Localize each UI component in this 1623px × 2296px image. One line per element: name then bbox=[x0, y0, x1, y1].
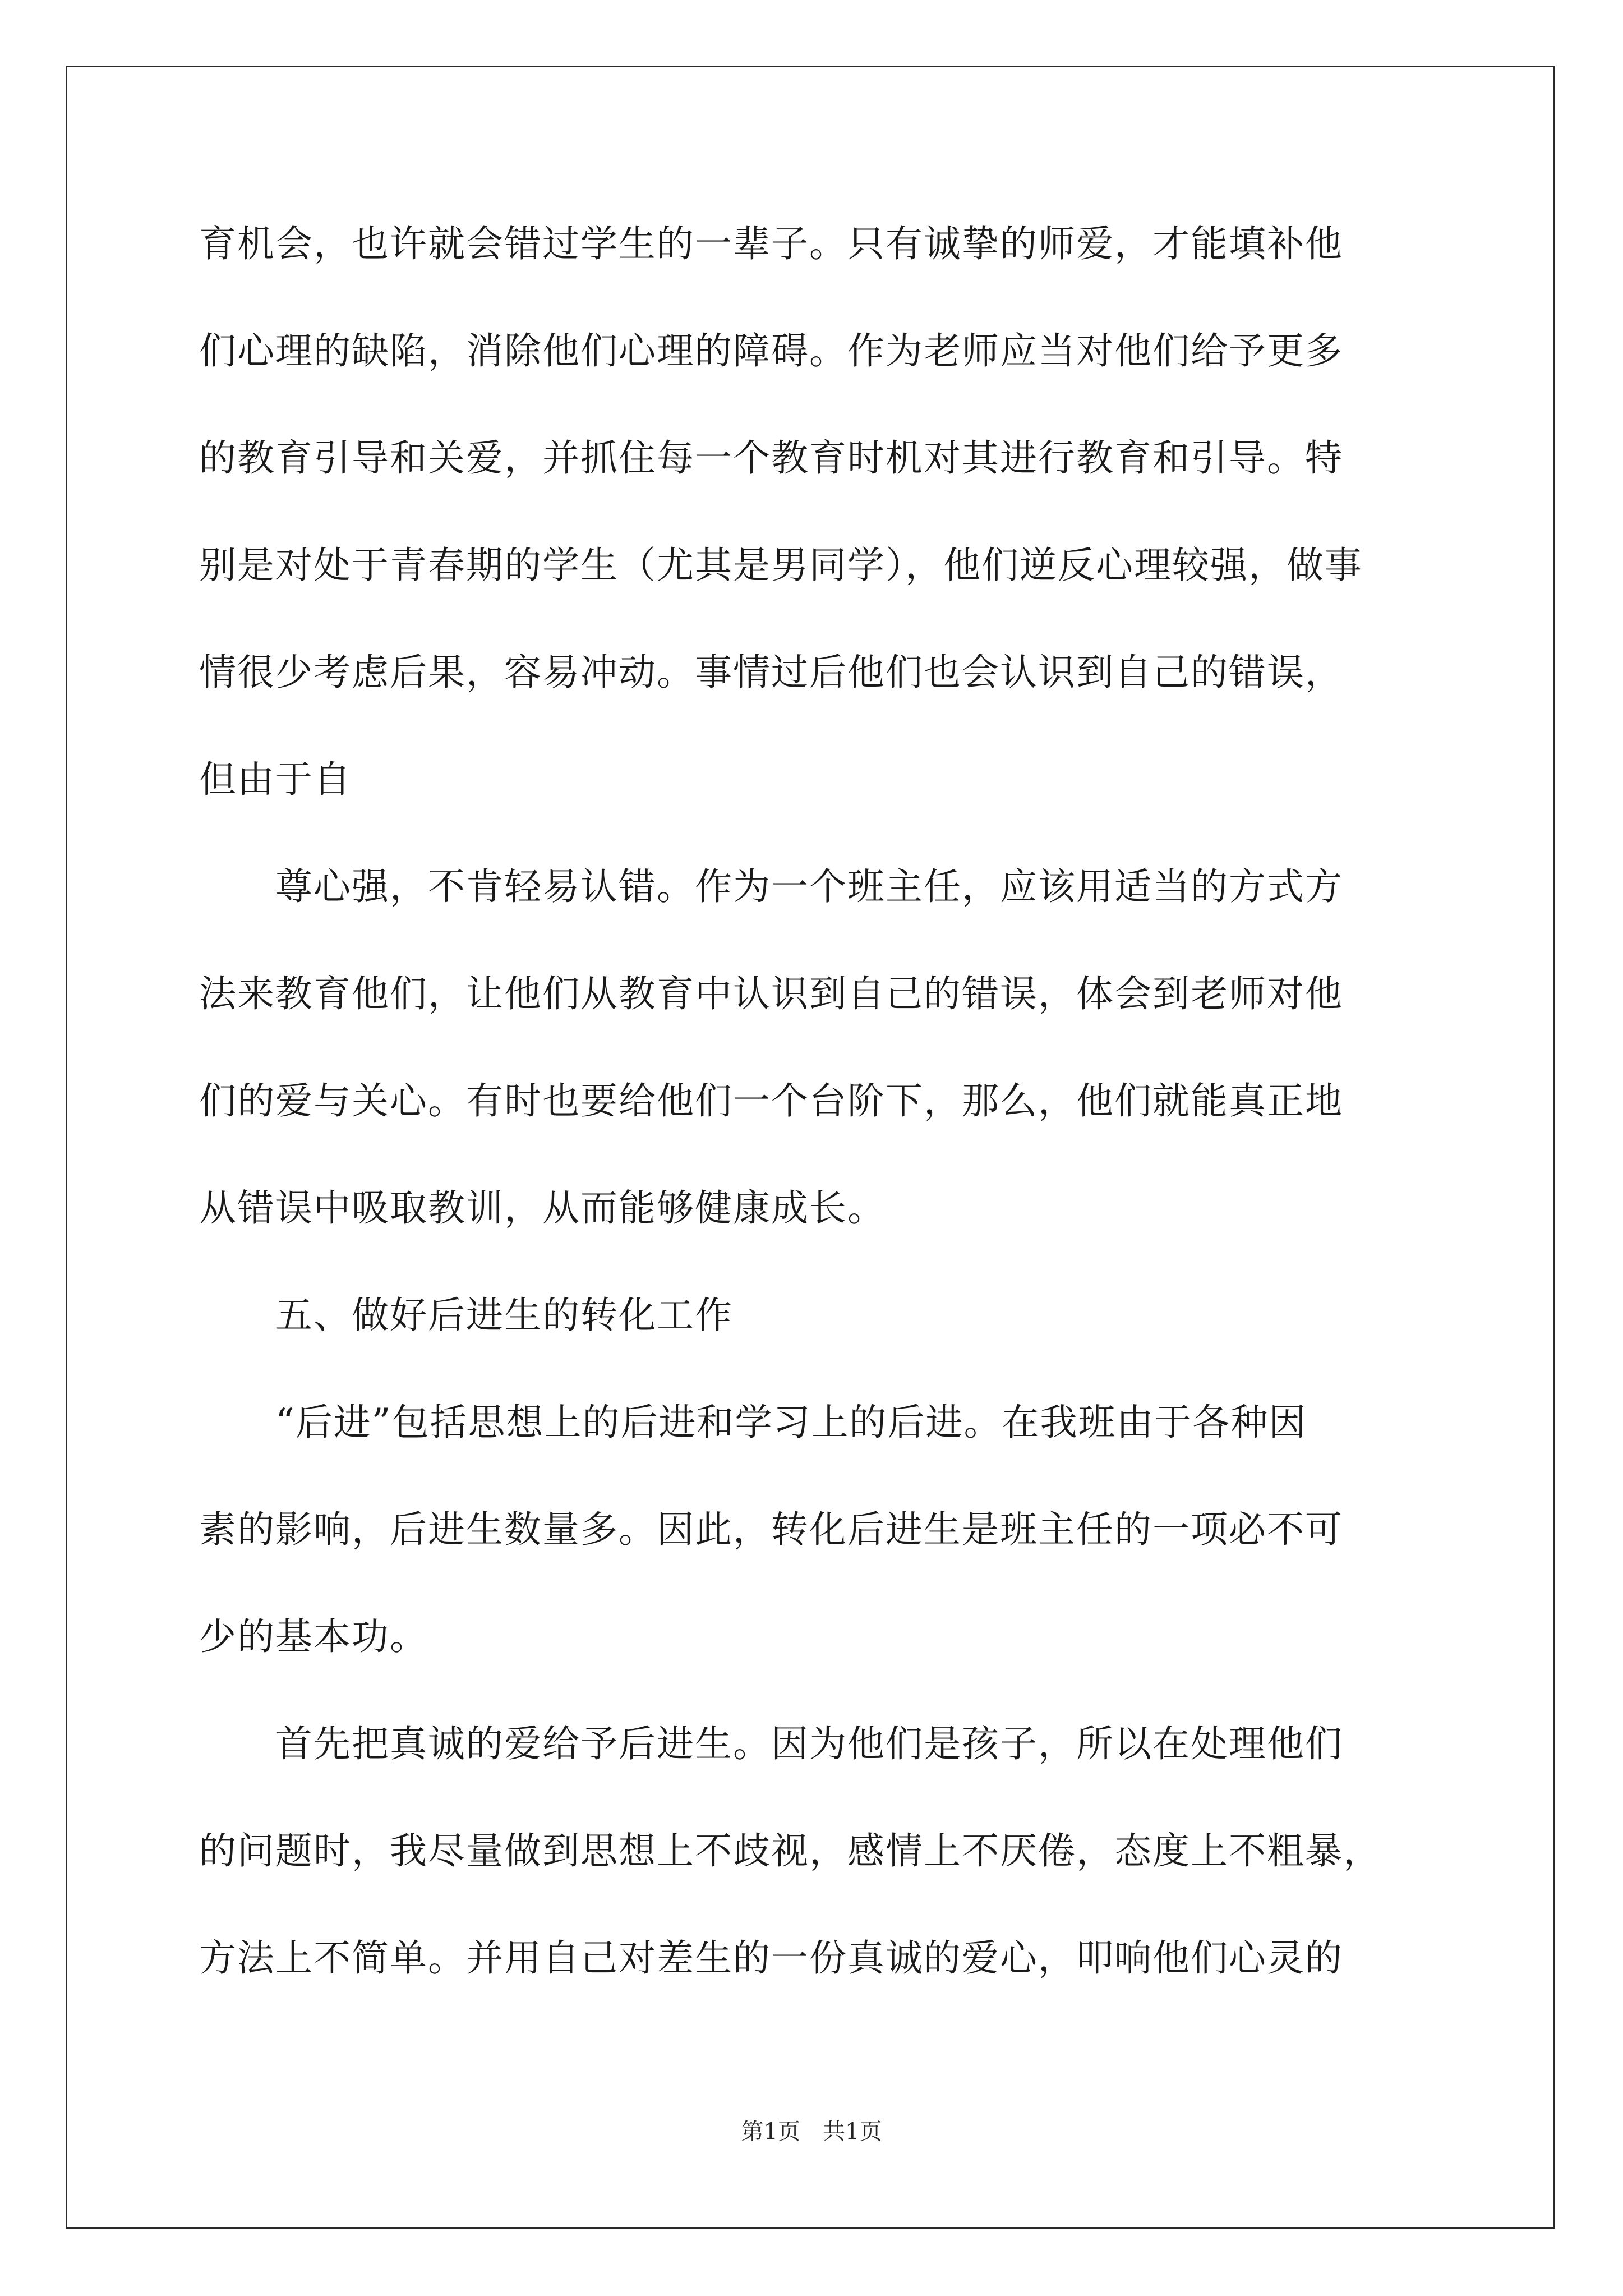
text-line: 素的影响，后进生数量多。因此，转化后进生是班主任的一项必不可 bbox=[199, 1508, 1343, 1551]
text-line: 情很少考虑后果，容易冲动。事情过后他们也会认识到自己的错误， bbox=[199, 651, 1343, 694]
text-line: 法来教育他们，让他们从教育中认识到自己的错误，体会到老师对他 bbox=[199, 972, 1343, 1015]
text-line: 别是对处于青春期的学生（尤其是男同学），他们逆反心理较强，做事 bbox=[199, 544, 1363, 587]
text-line: 们的爱与关心。有时也要给他们一个台阶下，那么，他们就能真正地 bbox=[199, 1079, 1343, 1122]
text-line: 们心理的缺陷，消除他们心理的障碍。作为老师应当对他们给予更多 bbox=[199, 329, 1343, 372]
text-line: 少的基本功。 bbox=[199, 1615, 428, 1658]
text-line: 方法上不简单。并用自己对差生的一份真诚的爱心，叩响他们心灵的 bbox=[199, 1936, 1343, 1980]
page-border bbox=[66, 66, 1555, 2229]
text-line: 育机会，也许就会错过学生的一辈子。只有诚挚的师爱，才能填补他 bbox=[199, 222, 1343, 265]
text-line: 但由于自 bbox=[199, 758, 352, 801]
page-number-footer: 第1页 共1页 bbox=[741, 2119, 882, 2145]
text-line: 的问题时，我尽量做到思想上不歧视，感情上不厌倦，态度上不粗暴， bbox=[199, 1829, 1381, 1872]
text-line: 的教育引导和关爱，并抓住每一个教育时机对其进行教育和引导。特 bbox=[199, 436, 1343, 480]
text-line: 尊心强，不肯轻易认错。作为一个班主任，应该用适当的方式方 bbox=[199, 865, 1343, 908]
text-line: 从错误中吸取教训，从而能够健康成长。 bbox=[199, 1186, 886, 1230]
section-heading: 五、做好后进生的转化工作 bbox=[199, 1294, 733, 1337]
text-line: “后进”包括思想上的后进和学习上的后进。在我班由于各种因 bbox=[199, 1401, 1307, 1444]
text-line: 首先把真诚的爱给予后进生。因为他们是孩子，所以在处理他们 bbox=[199, 1722, 1343, 1765]
